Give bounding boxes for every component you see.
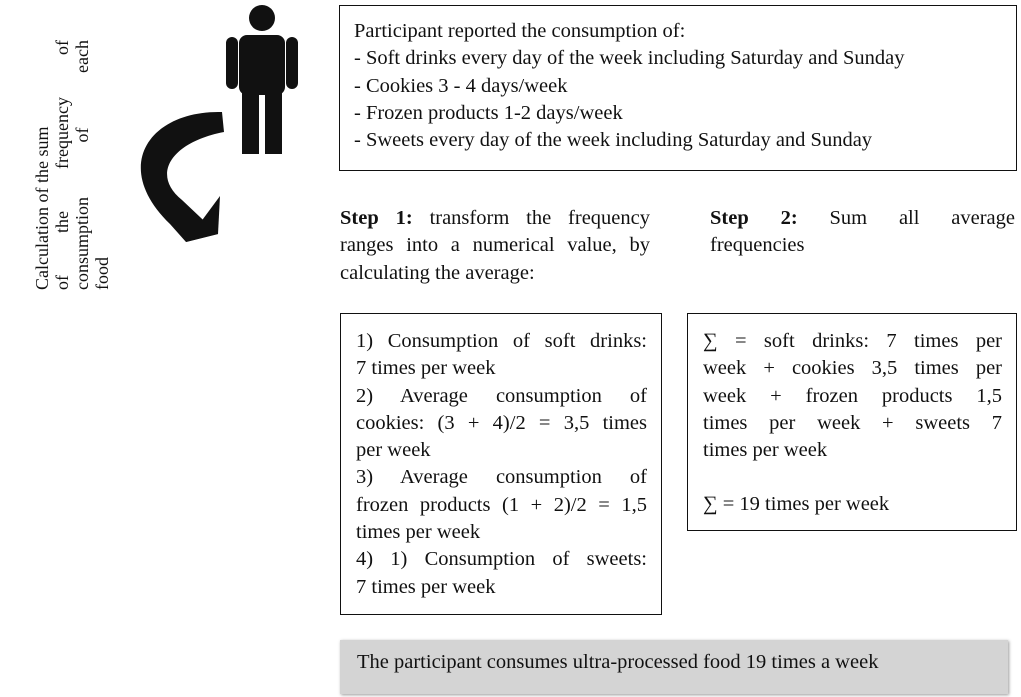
step1-label: Step 1: (340, 207, 413, 229)
side-label-line: food (92, 257, 112, 290)
spacer (703, 464, 1002, 491)
step2-text (710, 205, 1015, 260)
step2-label: Step 2: (710, 207, 798, 229)
calc-line: cookies: (3 + 4)/2 = 3,5 times (356, 411, 647, 434)
calc-line: 2) Average consumption of (356, 384, 647, 407)
conclusion-banner: The participant consumes ultra-processed food 19 times a week (340, 640, 1008, 694)
calc-line: times per week (356, 521, 481, 544)
sum-box (687, 313, 1017, 531)
calc-line: 1) Consumption of soft drinks: (356, 330, 647, 352)
step1-line: calculating the average: (340, 261, 535, 284)
step1-line: ranges into a numerical value, by (340, 234, 650, 257)
side-label-line: Calculation of the sum (32, 126, 52, 290)
sum-line: times per week (703, 439, 828, 462)
calc-line: 3) Average consumption of (356, 466, 647, 489)
side-label (32, 40, 132, 290)
sum-line: week + frozen products 1,5 (703, 384, 1002, 407)
calc-line: 7 times per week (356, 575, 496, 598)
person-icon (222, 4, 302, 156)
step1-line: transform the frequency (429, 207, 650, 229)
side-label-line: consumption of each (72, 40, 92, 290)
report-item: - Frozen products 1-2 days/week (354, 101, 623, 124)
sum-total: ∑ = 19 times per week (703, 493, 890, 516)
sum-line: week + cookies 3,5 times per (703, 357, 1002, 380)
step2-line: Sum all average (829, 207, 1015, 229)
side-label-line: of the frequency of (52, 40, 72, 290)
report-item: - Sweets every day of the week including Saturday and Sunday (354, 129, 873, 152)
sum-line: times per week + sweets 7 (703, 411, 1002, 434)
average-calculation-box (340, 313, 662, 615)
calc-line: 7 times per week (356, 357, 496, 380)
sum-line: ∑ = soft drinks: 7 times per (703, 330, 1002, 352)
calc-line: 4) 1) Consumption of sweets: (356, 548, 647, 571)
step1-text (340, 205, 650, 287)
calc-line: frozen products (1 + 2)/2 = 1,5 (356, 493, 647, 516)
report-item: - Soft drinks every day of the week including Saturday and Sunday (354, 47, 905, 70)
report-heading: Participant reported the consumption of: (354, 20, 686, 42)
step2-line: frequencies (710, 234, 805, 257)
report-item: - Cookies 3 - 4 days/week (354, 74, 568, 97)
report-box (339, 5, 1017, 171)
curved-arrow-icon (120, 96, 230, 272)
calc-line: per week (356, 439, 431, 462)
